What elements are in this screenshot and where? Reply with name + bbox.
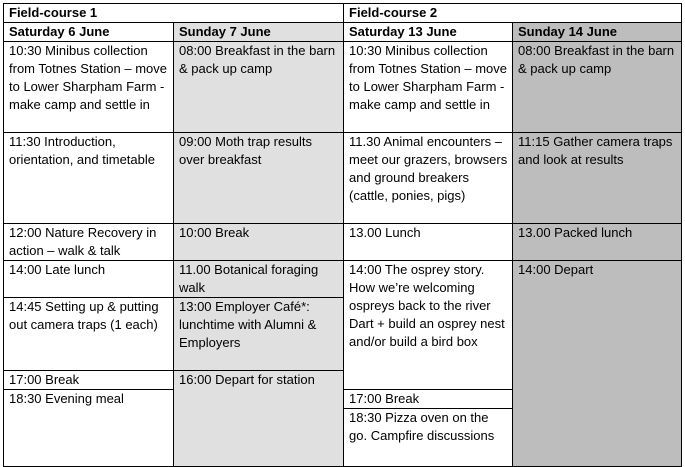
sat6-event-5: 14:45 Setting up & putting out camera traps (1 each) bbox=[4, 298, 174, 371]
day-header-sun14: Sunday 14 June bbox=[513, 23, 682, 42]
sat13-event-1: 10:30 Minibus collection from Totnes Station – move to Lower Sharpham Farm - make camp and settle in bbox=[344, 42, 513, 133]
sun14-event-4: 14:00 Depart bbox=[513, 261, 682, 467]
day-header-sun7: Sunday 7 June bbox=[174, 23, 344, 42]
sun7-event-4: 11.00 Botanical foraging walk bbox=[174, 261, 344, 298]
sat13-event-3: 13.00 Lunch bbox=[344, 224, 513, 261]
course-2-header: Field-course 2 bbox=[344, 4, 682, 23]
sat6-event-4: 14:00 Late lunch bbox=[4, 261, 174, 298]
schedule-table bbox=[3, 3, 682, 467]
sun7-event-2: 09:00 Moth trap results over breakfast bbox=[174, 133, 344, 224]
sun7-event-1: 08:00 Breakfast in the barn & pack up camp bbox=[174, 42, 344, 133]
sat6-event-2: 11:30 Introduction, orientation, and timetable bbox=[4, 133, 174, 224]
sun14-event-2: 11:15 Gather camera traps and look at results bbox=[513, 133, 682, 224]
sat6-event-7: 18:30 Evening meal bbox=[4, 390, 174, 467]
sat13-event-6: 18:30 Pizza oven on the go. Campfire discussions bbox=[344, 409, 513, 467]
sat13-event-4: 14:00 The osprey story. How we’re welcoming ospreys back to the river Dart + build an osprey nest and/or build a bird box bbox=[344, 261, 513, 390]
sun7-event-6: 16:00 Depart for station bbox=[174, 371, 344, 467]
sun7-event-3: 10:00 Break bbox=[174, 224, 344, 261]
sun14-event-3: 13.00 Packed lunch bbox=[513, 224, 682, 261]
sun7-event-5: 13:00 Employer Café*: lunchtime with Alumni & Employers bbox=[174, 298, 344, 371]
sun14-event-1: 08:00 Breakfast in the barn & pack up camp bbox=[513, 42, 682, 133]
sat6-event-6: 17:00 Break bbox=[4, 371, 174, 390]
course-1-header: Field-course 1 bbox=[4, 4, 344, 23]
sat6-event-1: 10:30 Minibus collection from Totnes Station – move to Lower Sharpham Farm - make camp and settle in bbox=[4, 42, 174, 133]
day-header-sat6: Saturday 6 June bbox=[4, 23, 174, 42]
sat13-event-5: 17:00 Break bbox=[344, 390, 513, 409]
day-header-sat13: Saturday 13 June bbox=[344, 23, 513, 42]
sat6-event-3: 12:00 Nature Recovery in action – walk & talk bbox=[4, 224, 174, 261]
sat13-event-2: 11.30 Animal encounters – meet our grazers, browsers and ground breakers (cattle, ponies, pigs) bbox=[344, 133, 513, 224]
